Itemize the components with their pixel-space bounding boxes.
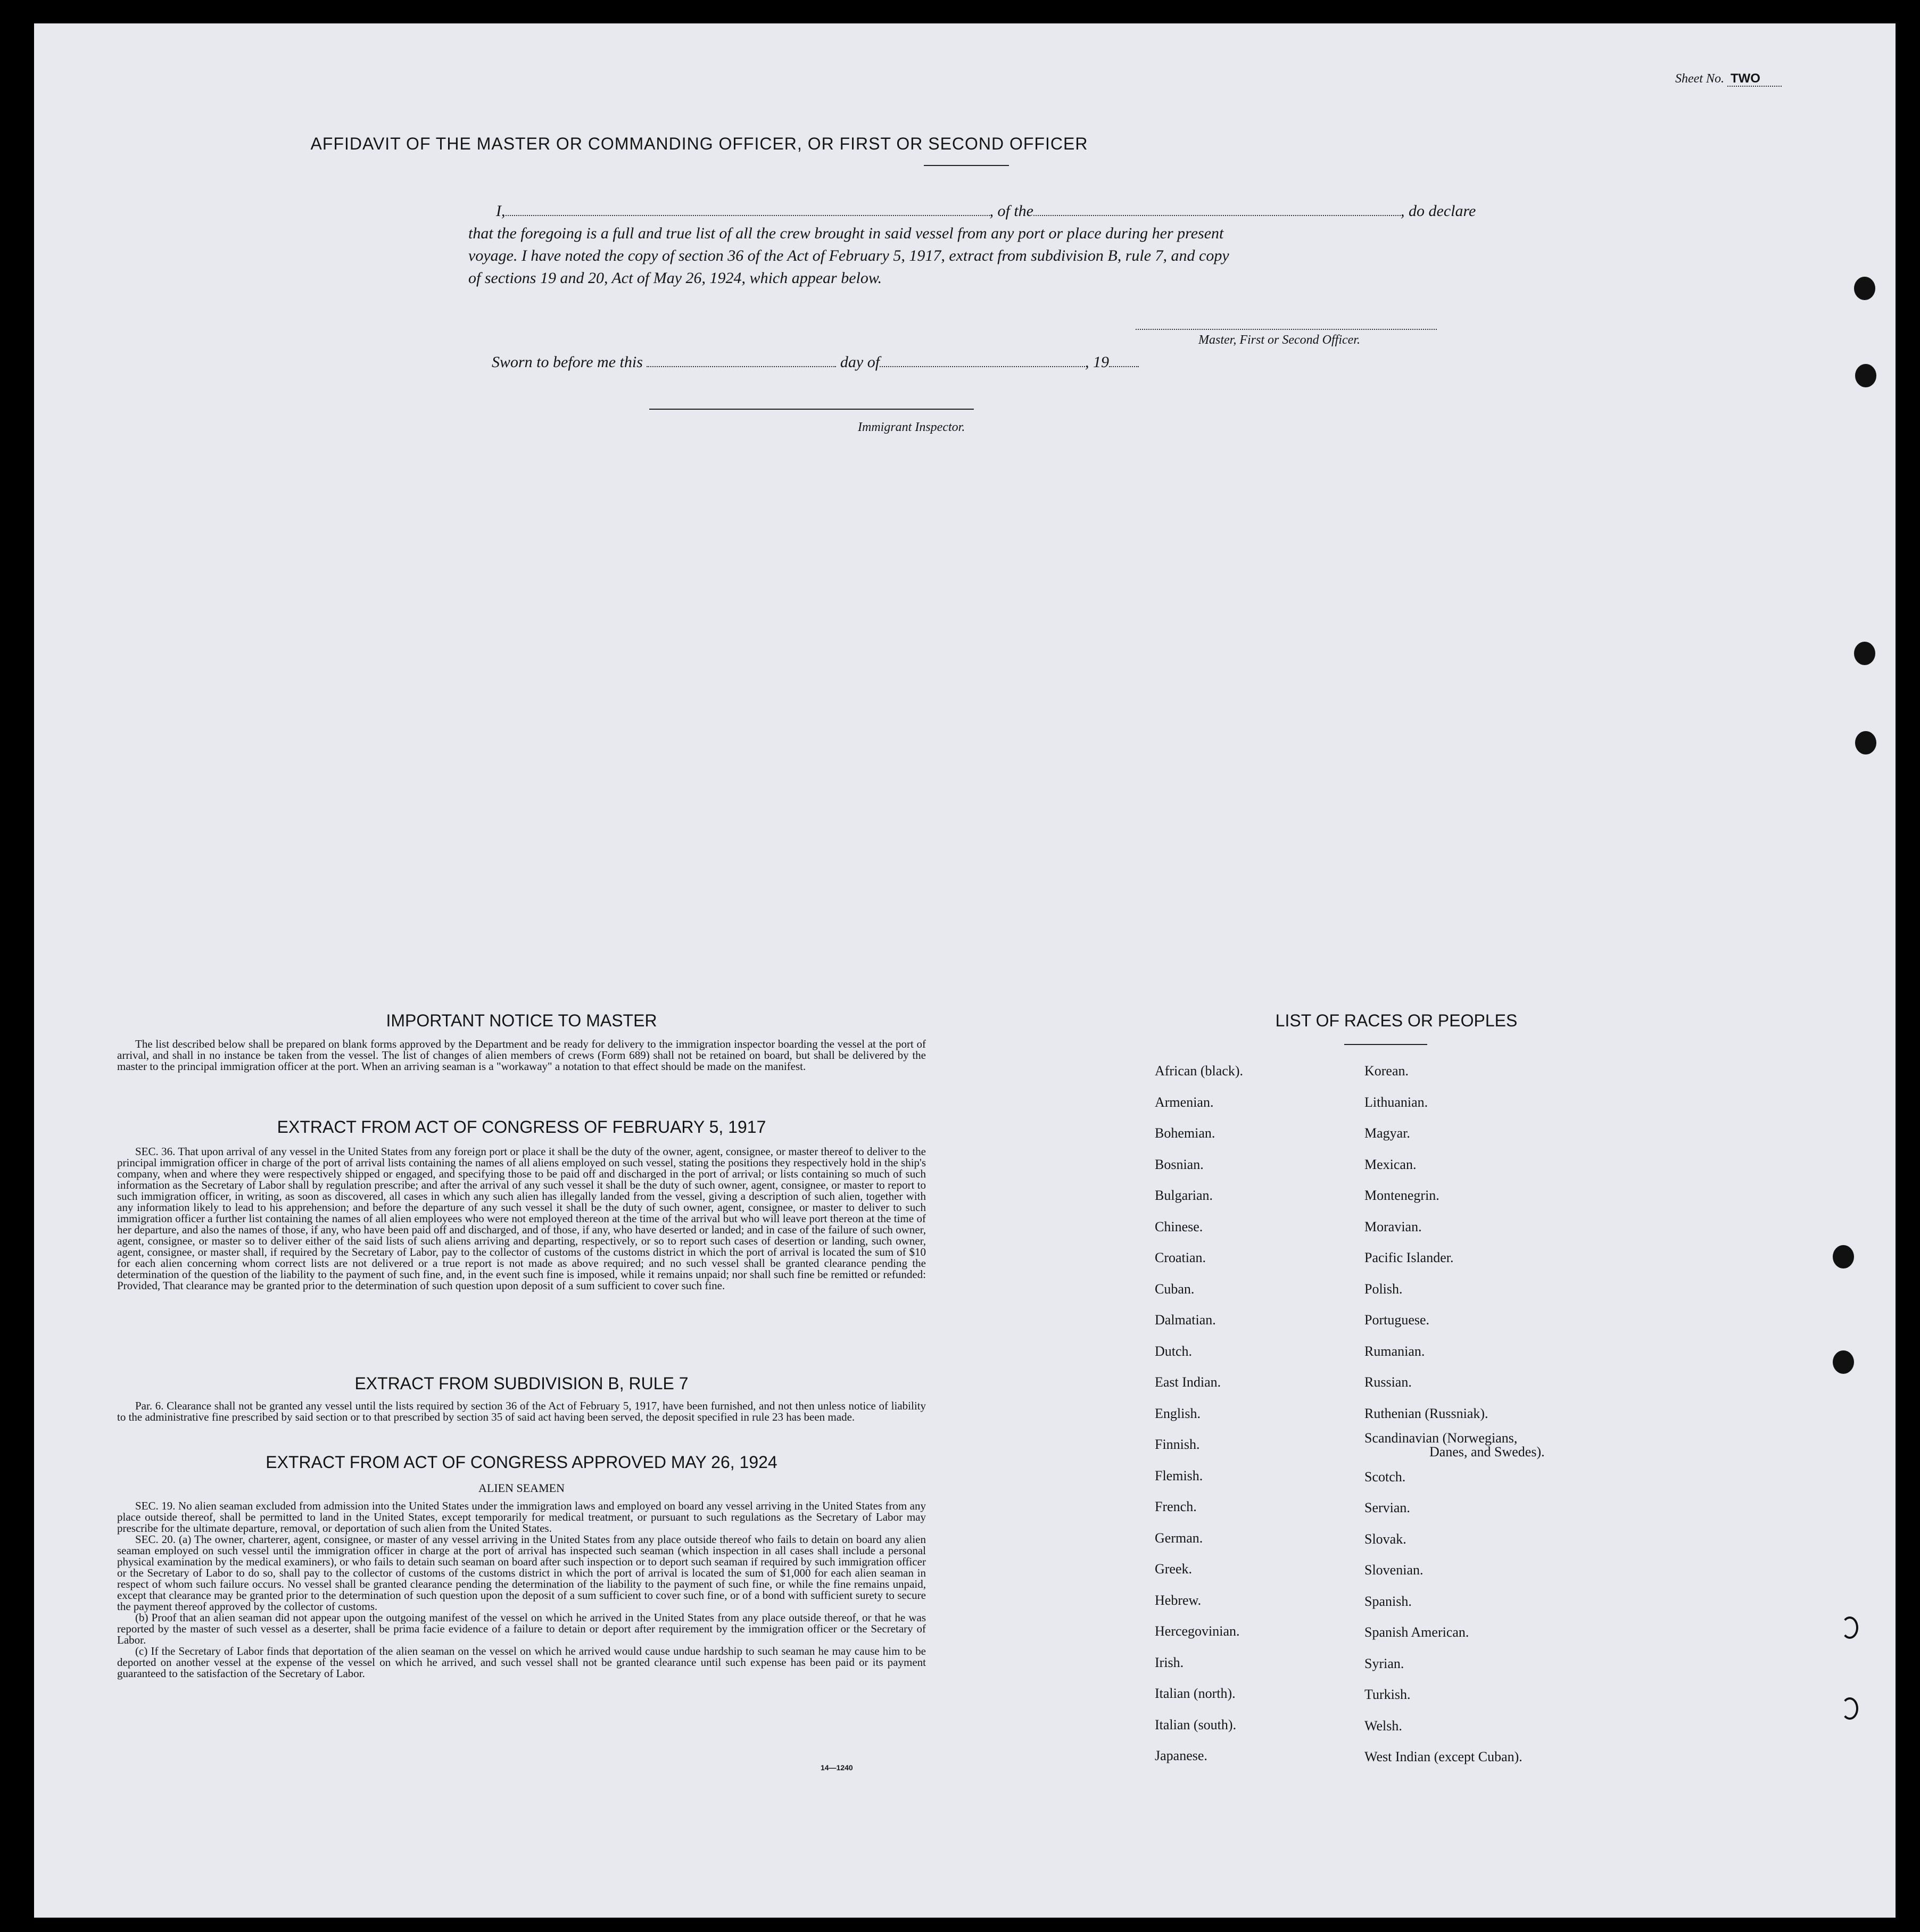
sworn-line: Sworn to before me this day of , 19 <box>492 350 1139 371</box>
race-item: Russian. <box>1364 1374 1412 1390</box>
race-item: Hebrew. <box>1155 1592 1202 1608</box>
race-item: Slovak. <box>1364 1531 1406 1547</box>
race-item: Italian (south). <box>1155 1717 1237 1732</box>
race-item: Bosnian. <box>1155 1156 1204 1172</box>
binder-hole <box>1833 1245 1854 1268</box>
sworn-month-field[interactable] <box>880 350 1085 367</box>
race-item: Turkish. <box>1364 1687 1411 1702</box>
race-item: Italian (north). <box>1155 1686 1236 1701</box>
extract-1924-text <box>117 1500 926 1679</box>
master-signature-line[interactable] <box>1136 329 1437 330</box>
affidavit-line-3: voyage. I have noted the copy of section 36 of the Act of February 5, 1917, extract from subdivision B, rule 7, and copy <box>468 247 1229 264</box>
race-item: Spanish. <box>1364 1593 1412 1609</box>
sworn-year-field[interactable] <box>1109 350 1139 367</box>
race-item: Montenegrin. <box>1364 1188 1439 1203</box>
races-title: LIST OF RACES OR PEOPLES <box>1275 1011 1518 1030</box>
race-item: Lithuanian. <box>1364 1094 1428 1110</box>
race-item: Korean. <box>1364 1063 1409 1079</box>
race-item: Bohemian. <box>1155 1125 1215 1141</box>
race-item: Dutch. <box>1155 1343 1193 1359</box>
extract-1917-text: SEC. 36. That upon arrival of any vessel in the United States from any foreign port or place it shall be the duty of the owner, agent, consignee, or master thereof to deliver to the principal immigration officer in charge of the port of arrival lists containing the names of all aliens employed on such vessel, stating the positions they respectively hold in the ship's company, when and where they were respectively shipped or engaged, and specifying those to be paid off and discharged in the port of arrival; or lists containing so much of such information as the Secretary of Labor shall by regulation prescribe; and after the arrival of any such vessel it shall be the duty of such owner, agent, consignee, or master to report to such immigration officer, in writing, as soon as discovered, all cases in which any such alien has illegally landed from the vessel, giving a description of such alien, together with any information likely to lead to his apprehension; and before the departure of any such vessel it shall be the duty of such owner, agent, consignee, or master to deliver to such immigration officer a further list containing the names of all alien employees who were not employed thereon at the time of the arrival but who will leave port thereon at the time of her departure, and also the names of those, if any, who have been paid off and discharged, and of those, if any, who have deserted or landed; and in case of the failure of such owner, agent, consignee, or master so to deliver either of the said lists of such aliens arriving and departing, respectively, or so to report such cases of desertion or landing, such owner, agent, consignee, or master shall, if required by the Secretary of Labor, pay to the collector of customs of the customs district in which the port of arrival is located the sum of $10 for each alien concerning whom correct lists are not delivered or a true report is not made as above required; and no such vessel shall be granted clearance pending the determination of the question of the liability to the payment of such fine, and, in the event such fine is imposed, while it remains unpaid; nor shall such fine be remitted or refunded: Provided, That clearance may be granted prior to the determination of such question upon deposit of a sum sufficient to cover such fine. <box>117 1145 926 1292</box>
master-caption: Master, First or Second Officer. <box>1198 333 1360 347</box>
binder-hole <box>1855 731 1876 754</box>
subdivision-title: EXTRACT FROM SUBDIVISION B, RULE 7 <box>354 1374 689 1393</box>
affidavit-title: AFFIDAVIT OF THE MASTER OR COMMANDING OFFICER, OR FIRST OR SECOND OFFICER <box>310 134 1088 153</box>
race-item: West Indian (except Cuban). <box>1364 1749 1522 1764</box>
sheet-number <box>1675 71 1782 86</box>
race-item: Scotch. <box>1364 1469 1406 1485</box>
section-20a: SEC. 20. (a) The owner, charterer, agent, consignee, or master of any vessel arriving in the United States from any place outside thereof who fails to detain on board any alien seaman employed on such vessel until the immigration officer in charge at the port of arrival has inspected such seaman (which inspection in all cases shall include a personal physical examination by the medical examiners), or who fails to detain such seaman on board after such inspection or to deport such seaman if required by such immigration officer or the Secretary of Labor to do so, shall pay to the collector of customs of the customs district in which the port of arrival is located the sum of $1,000 for each alien seaman in respect of whom such failure occurs. No vessel shall be granted clearance pending the determination of the liability to the payment of such fine, or while the fine remains unpaid, except that clearance may be granted prior to the determination of such question upon the deposit of a sum sufficient to cover such fine, or of a bond with sufficient surety to secure the payment thereof approved by the collector of customs. <box>117 1533 926 1613</box>
affidavit-body <box>468 199 1506 289</box>
race-item: Ruthenian (Russniak). <box>1364 1405 1488 1421</box>
race-item: Bulgarian. <box>1155 1188 1213 1203</box>
race-item: Polish. <box>1364 1281 1403 1297</box>
notice-text: The list described below shall be prepared on blank forms approved by the Department and be ready for delivery to the immigration inspector boarding the vessel at the port of arrival, and shall in no instance be taken from the vessel. The list of changes of alien members of crews (Form 689) shall not be retained on board, but shall be delivered by the master to the principal immigration officer at the port. When an arriving seaman is a "workaway" a notation to that effect should be made on the manifest. <box>117 1038 926 1073</box>
race-item: Pacific Islander. <box>1364 1250 1454 1265</box>
race-item: Rumanian. <box>1364 1343 1425 1359</box>
race-item: Cuban. <box>1155 1281 1195 1297</box>
sheet-number-label: Sheet No. <box>1675 72 1724 86</box>
race-item: German. <box>1155 1530 1203 1546</box>
section-20c: (c) If the Secretary of Labor finds that deportation of the alien seaman on the vessel on which he arrived would cause undue hardship to such seaman he may cause him to be deported on another vessel at the expense of the vessel on which he arrived, and such vessel shall not be granted clearance until such expense has been paid or its payment guaranteed to the satisfaction of the Secretary of Labor. <box>117 1645 926 1680</box>
extract-1917-title: EXTRACT FROM ACT OF CONGRESS OF FEBRUARY 5, 1917 <box>277 1117 766 1137</box>
race-item: Armenian. <box>1155 1094 1214 1110</box>
race-item: Croatian. <box>1155 1250 1206 1265</box>
race-item: Slovenian. <box>1364 1562 1424 1578</box>
race-item: Flemish. <box>1155 1467 1203 1483</box>
race-item: East Indian. <box>1155 1374 1221 1390</box>
race-item: Irish. <box>1155 1654 1184 1670</box>
race-item: Finnish. <box>1155 1437 1200 1452</box>
race-item: Japanese. <box>1155 1748 1207 1763</box>
binder-hole <box>1854 642 1875 665</box>
alien-seamen-heading: ALIEN SEAMEN <box>478 1481 565 1495</box>
sworn-day-field[interactable] <box>647 350 836 367</box>
form-number: 14—1240 <box>821 1763 853 1772</box>
subdivision-text: Par. 6. Clearance shall not be granted any vessel until the lists required by section 36 of the Act of February 5, 1917, have been furnished, and not then unless notice of liability to the administrative fine prescribed by said section or to that prescribed by section 35 of said act having been served, the deposit specified in rule 23 has been made. <box>117 1399 926 1423</box>
race-item: Syrian. <box>1364 1655 1404 1671</box>
race-item: Portuguese. <box>1364 1312 1430 1328</box>
sheet-number-value: TWO <box>1727 71 1782 87</box>
affidavit-line-1: I, , of the , do declare <box>468 199 1506 222</box>
section-20b: (b) Proof that an alien seaman did not appear upon the outgoing manifest of the vessel on which he arrived in the United States from any place outside thereof, or that he was reported by the master of such vessel as a deserter, shall be prima facie evidence of a failure to detain or deport after requirement by the immigration officer or the Secretary of Labor. <box>117 1611 926 1646</box>
race-item: English. <box>1155 1405 1201 1421</box>
binder-hole <box>1841 1697 1858 1720</box>
race-item: Welsh. <box>1364 1718 1402 1734</box>
inspector-caption: Immigrant Inspector. <box>858 420 965 434</box>
race-item: Spanish American. <box>1364 1624 1469 1640</box>
race-item: Moravian. <box>1364 1218 1422 1234</box>
race-item: Mexican. <box>1364 1156 1417 1172</box>
affidavit-line-4: of sections 19 and 20, Act of May 26, 1924, which appear below. <box>468 269 882 287</box>
race-item: Chinese. <box>1155 1218 1203 1234</box>
race-item: Greek. <box>1155 1561 1193 1577</box>
section-19: SEC. 19. No alien seaman excluded from admission into the United States under the immigration laws and employed on board any vessel arriving in the United States from any place outside thereof, shall be permitted to land in the United States, except temporarily for medical treatment, or pursuant to such regulations as the Secretary of Labor may prescribe for the ultimate departure, removal, or deportation of such alien from the United States. <box>117 1499 926 1535</box>
binder-hole <box>1855 364 1876 387</box>
binder-hole <box>1833 1350 1854 1374</box>
affidavit-line-2: that the foregoing is a full and true list of all the crew brought in said vessel from any port or place during her present <box>468 225 1224 242</box>
race-item: African (black). <box>1155 1063 1244 1079</box>
inspector-signature-line[interactable] <box>649 409 974 410</box>
race-item: Scandinavian (Norwegians, <box>1364 1430 1518 1446</box>
race-item: French. <box>1155 1499 1197 1514</box>
races-divider <box>1344 1044 1427 1045</box>
vessel-field[interactable] <box>1033 199 1401 216</box>
binder-hole <box>1841 1616 1858 1639</box>
title-divider <box>924 165 1009 166</box>
race-item: Servian. <box>1364 1500 1410 1515</box>
race-item: Dalmatian. <box>1155 1312 1216 1328</box>
extract-1924-title: EXTRACT FROM ACT OF CONGRESS APPROVED MAY 26, 1924 <box>266 1453 777 1472</box>
race-item: Magyar. <box>1364 1125 1410 1141</box>
binder-hole <box>1854 277 1875 300</box>
race-scandinavian-continued: Danes, and Swedes). <box>1429 1444 1545 1460</box>
form-sheet <box>34 23 1896 1918</box>
notice-title: IMPORTANT NOTICE TO MASTER <box>386 1011 657 1030</box>
name-field[interactable] <box>506 199 990 216</box>
race-item: Hercegovinian. <box>1155 1623 1240 1639</box>
